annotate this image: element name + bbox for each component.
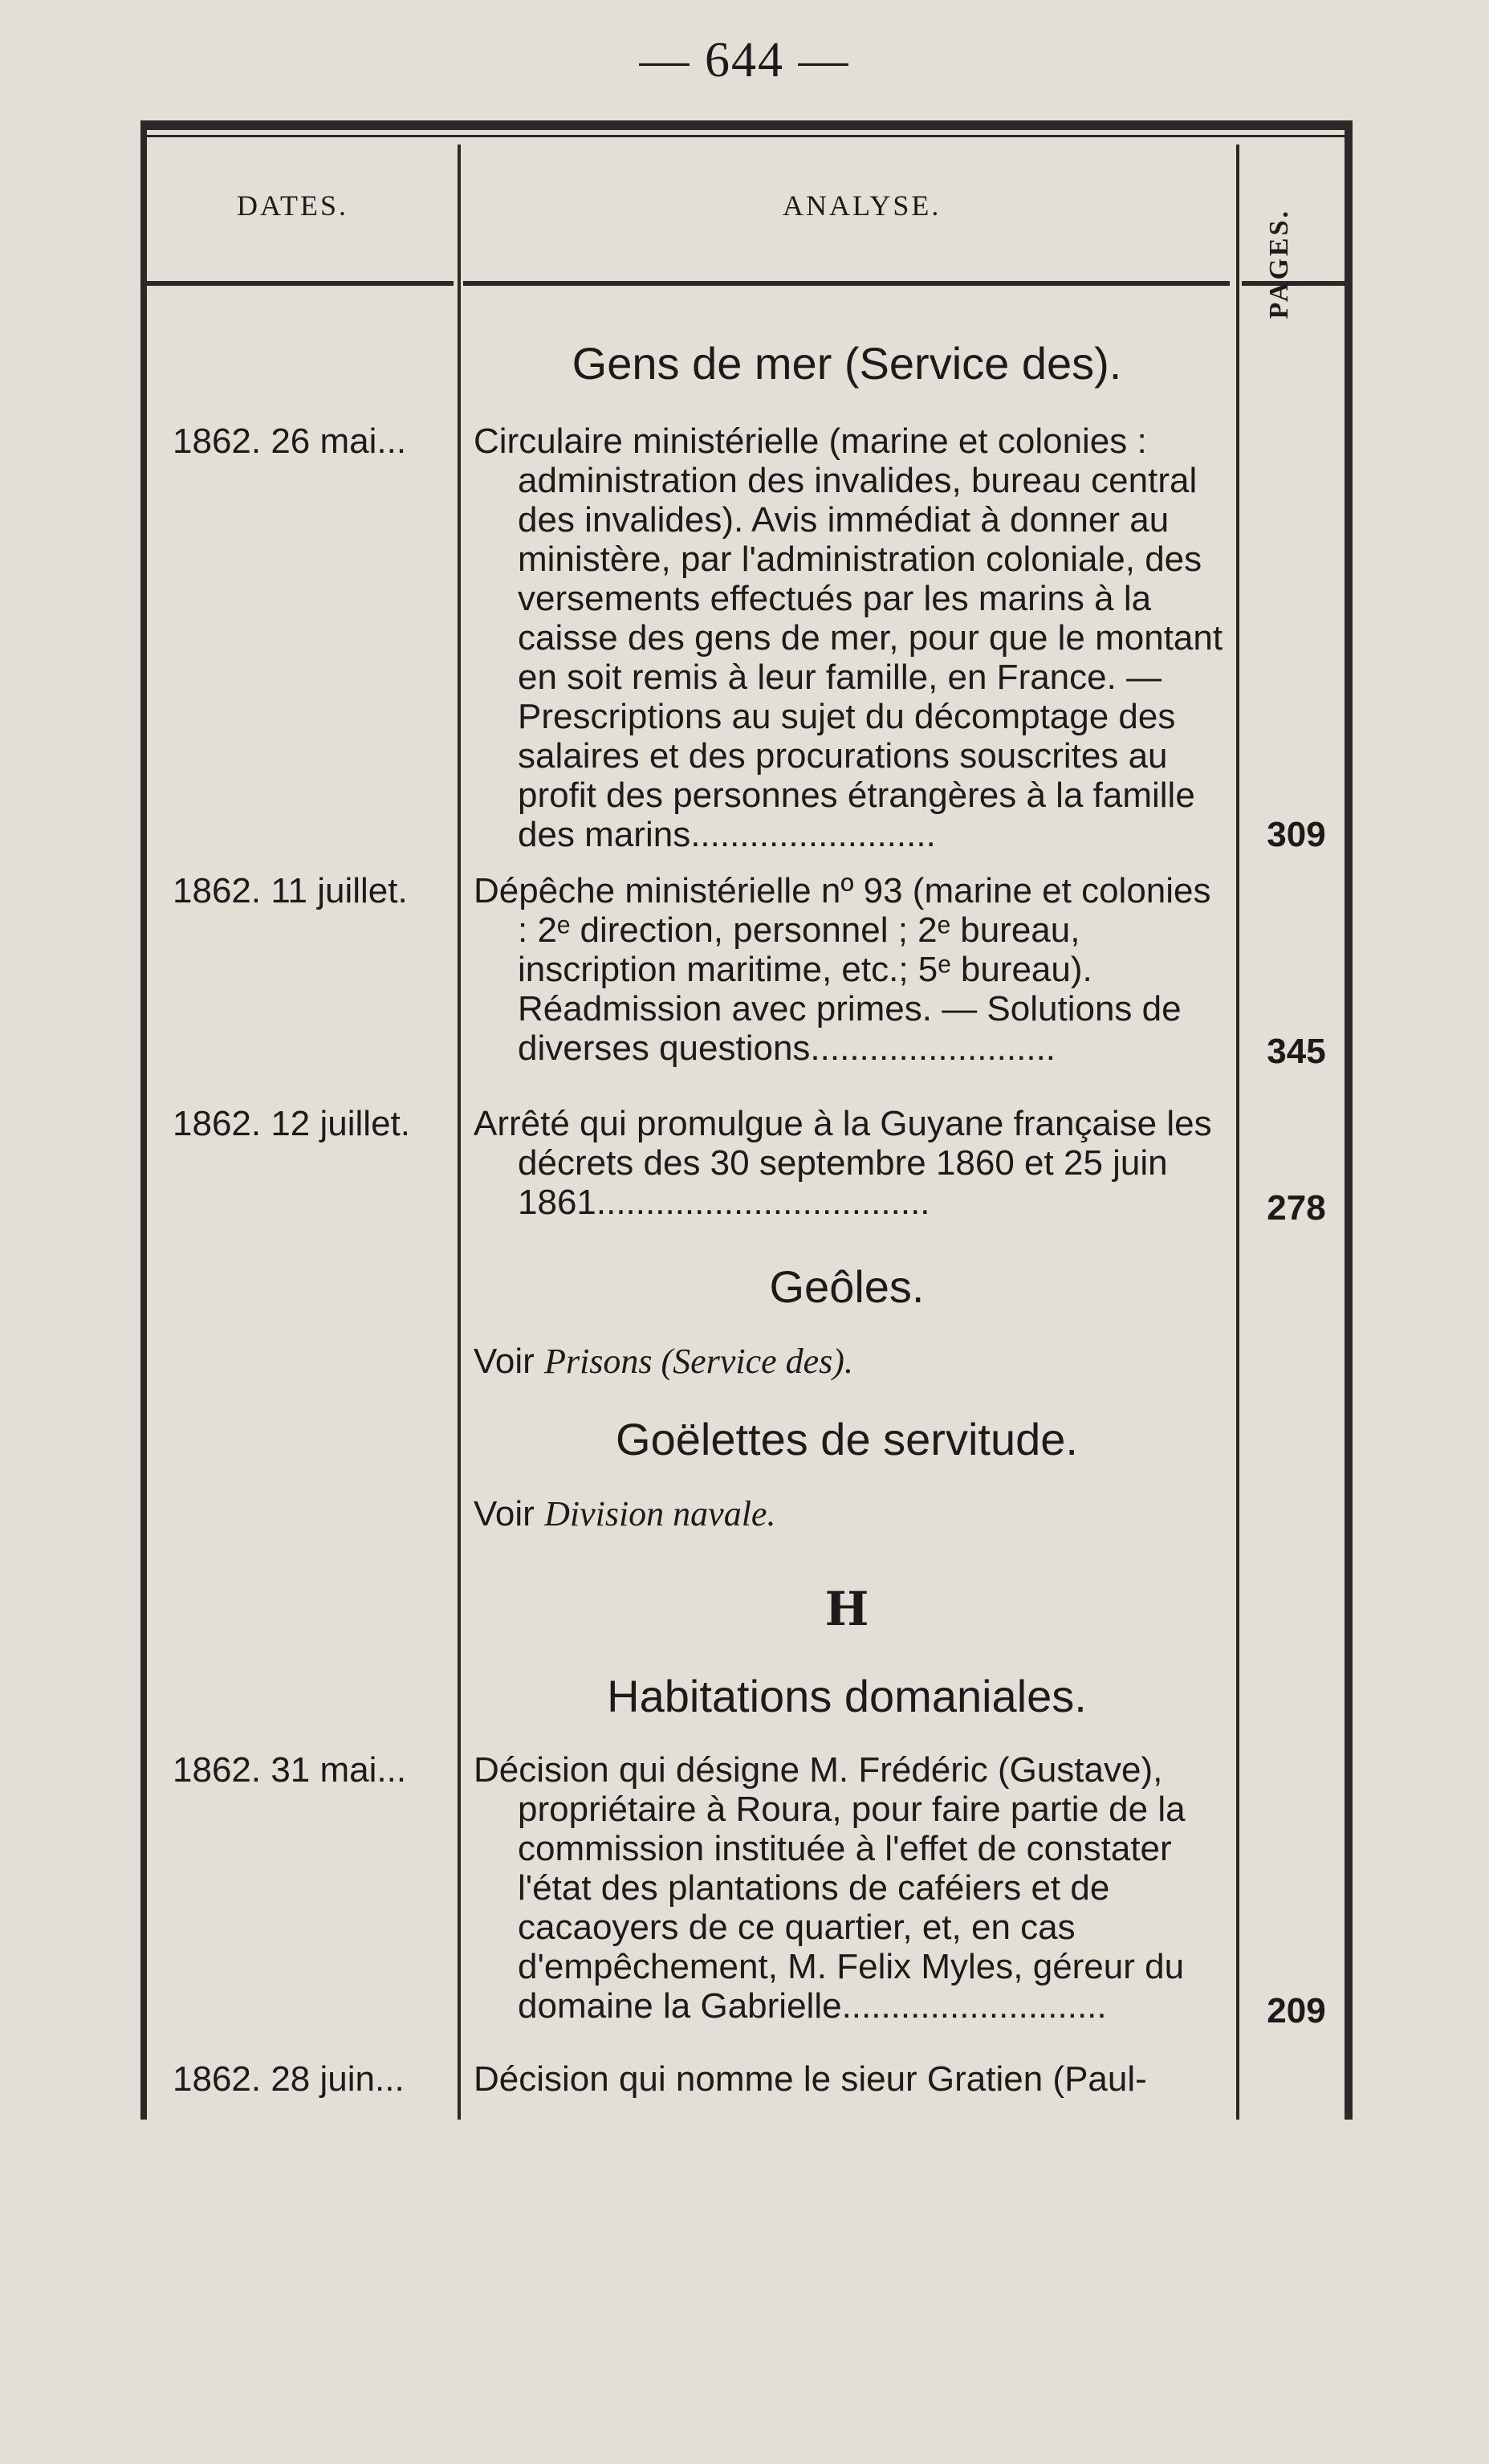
entry-analysis: Dépêche ministérielle nº 93 (marine et colonies : 2ᵉ direction, personnel ; 2ᵉ bureau, inscription maritime, etc.; 5ᵉ bureau). Réadmission avec primes. — Solutions de diverses questions......................... — [474, 871, 1211, 1068]
header-analyse: ANALYSE. — [783, 189, 942, 222]
see-also-prisons — [474, 1341, 1224, 1382]
entry-date: 1862. 26 mai... — [173, 422, 407, 461]
entry-date: 1862. 12 juillet. — [173, 1104, 410, 1143]
header-dates: DATES. — [237, 189, 349, 222]
entry-analysis: Décision qui désigne M. Frédéric (Gustave), propriétaire à Roura, pour faire partie de la commission instituée à l'effet de constater l'état des plantations de caféiers et de cacaoyers de ce quartier, et, en cas d'empêchement, M. Felix Myles, géreur du domaine la Gabrielle........................... — [474, 1750, 1186, 2026]
entry-analysis: Décision qui nomme le sieur Gratien (Paul- — [474, 2059, 1147, 2099]
entry-page: 209 — [1267, 1991, 1326, 2030]
section-heading-habitations: Habitations domaniales. — [607, 1671, 1087, 1721]
entry-date: 1862. 31 mai... — [173, 1750, 407, 1790]
section-heading-geoles: Geôles. — [769, 1261, 925, 1312]
header-pages: PAGES. — [1264, 209, 1294, 320]
page-number: — 644 — — [639, 33, 850, 88]
entry-date: 1862. 11 juillet. — [173, 871, 408, 910]
entry-date: 1862. 28 juin... — [173, 2059, 405, 2099]
entry-analysis: Circulaire ministérielle (marine et colonies : administration des invalides, bureau central des invalides). Avis immédiat à donner au ministère, par l'administration coloniale, des versements effectués par les marins à la caisse des gens de mer, pour que le montant en soit remis à leur famille, en France. — Prescriptions au sujet du décomptage des salaires et des procurations souscrites au profit des personnes étrangères à la famille des marins......................... — [474, 422, 1223, 854]
see-also-voir: Voir — [474, 1494, 535, 1533]
section-heading-gens-de-mer: Gens de mer (Service des). — [572, 338, 1122, 389]
see-also-link: Prisons (Service des). — [544, 1342, 853, 1381]
section-heading-goelettes: Goëlettes de servitude. — [616, 1414, 1078, 1464]
entry-analysis: Arrêté qui promulgue à la Guyane française les décrets des 30 septembre 1860 et 25 juin 1861.................................. — [474, 1104, 1212, 1222]
entry-page: 278 — [1267, 1188, 1326, 1228]
table-content — [140, 120, 1353, 2120]
entry-page: 309 — [1267, 815, 1326, 854]
entry-page: 345 — [1267, 1032, 1326, 1071]
see-also-voir: Voir — [474, 1342, 535, 1381]
see-also-division — [474, 1493, 1224, 1534]
section-letter-h: H — [824, 1582, 869, 1636]
see-also-link: Division navale. — [544, 1494, 776, 1533]
